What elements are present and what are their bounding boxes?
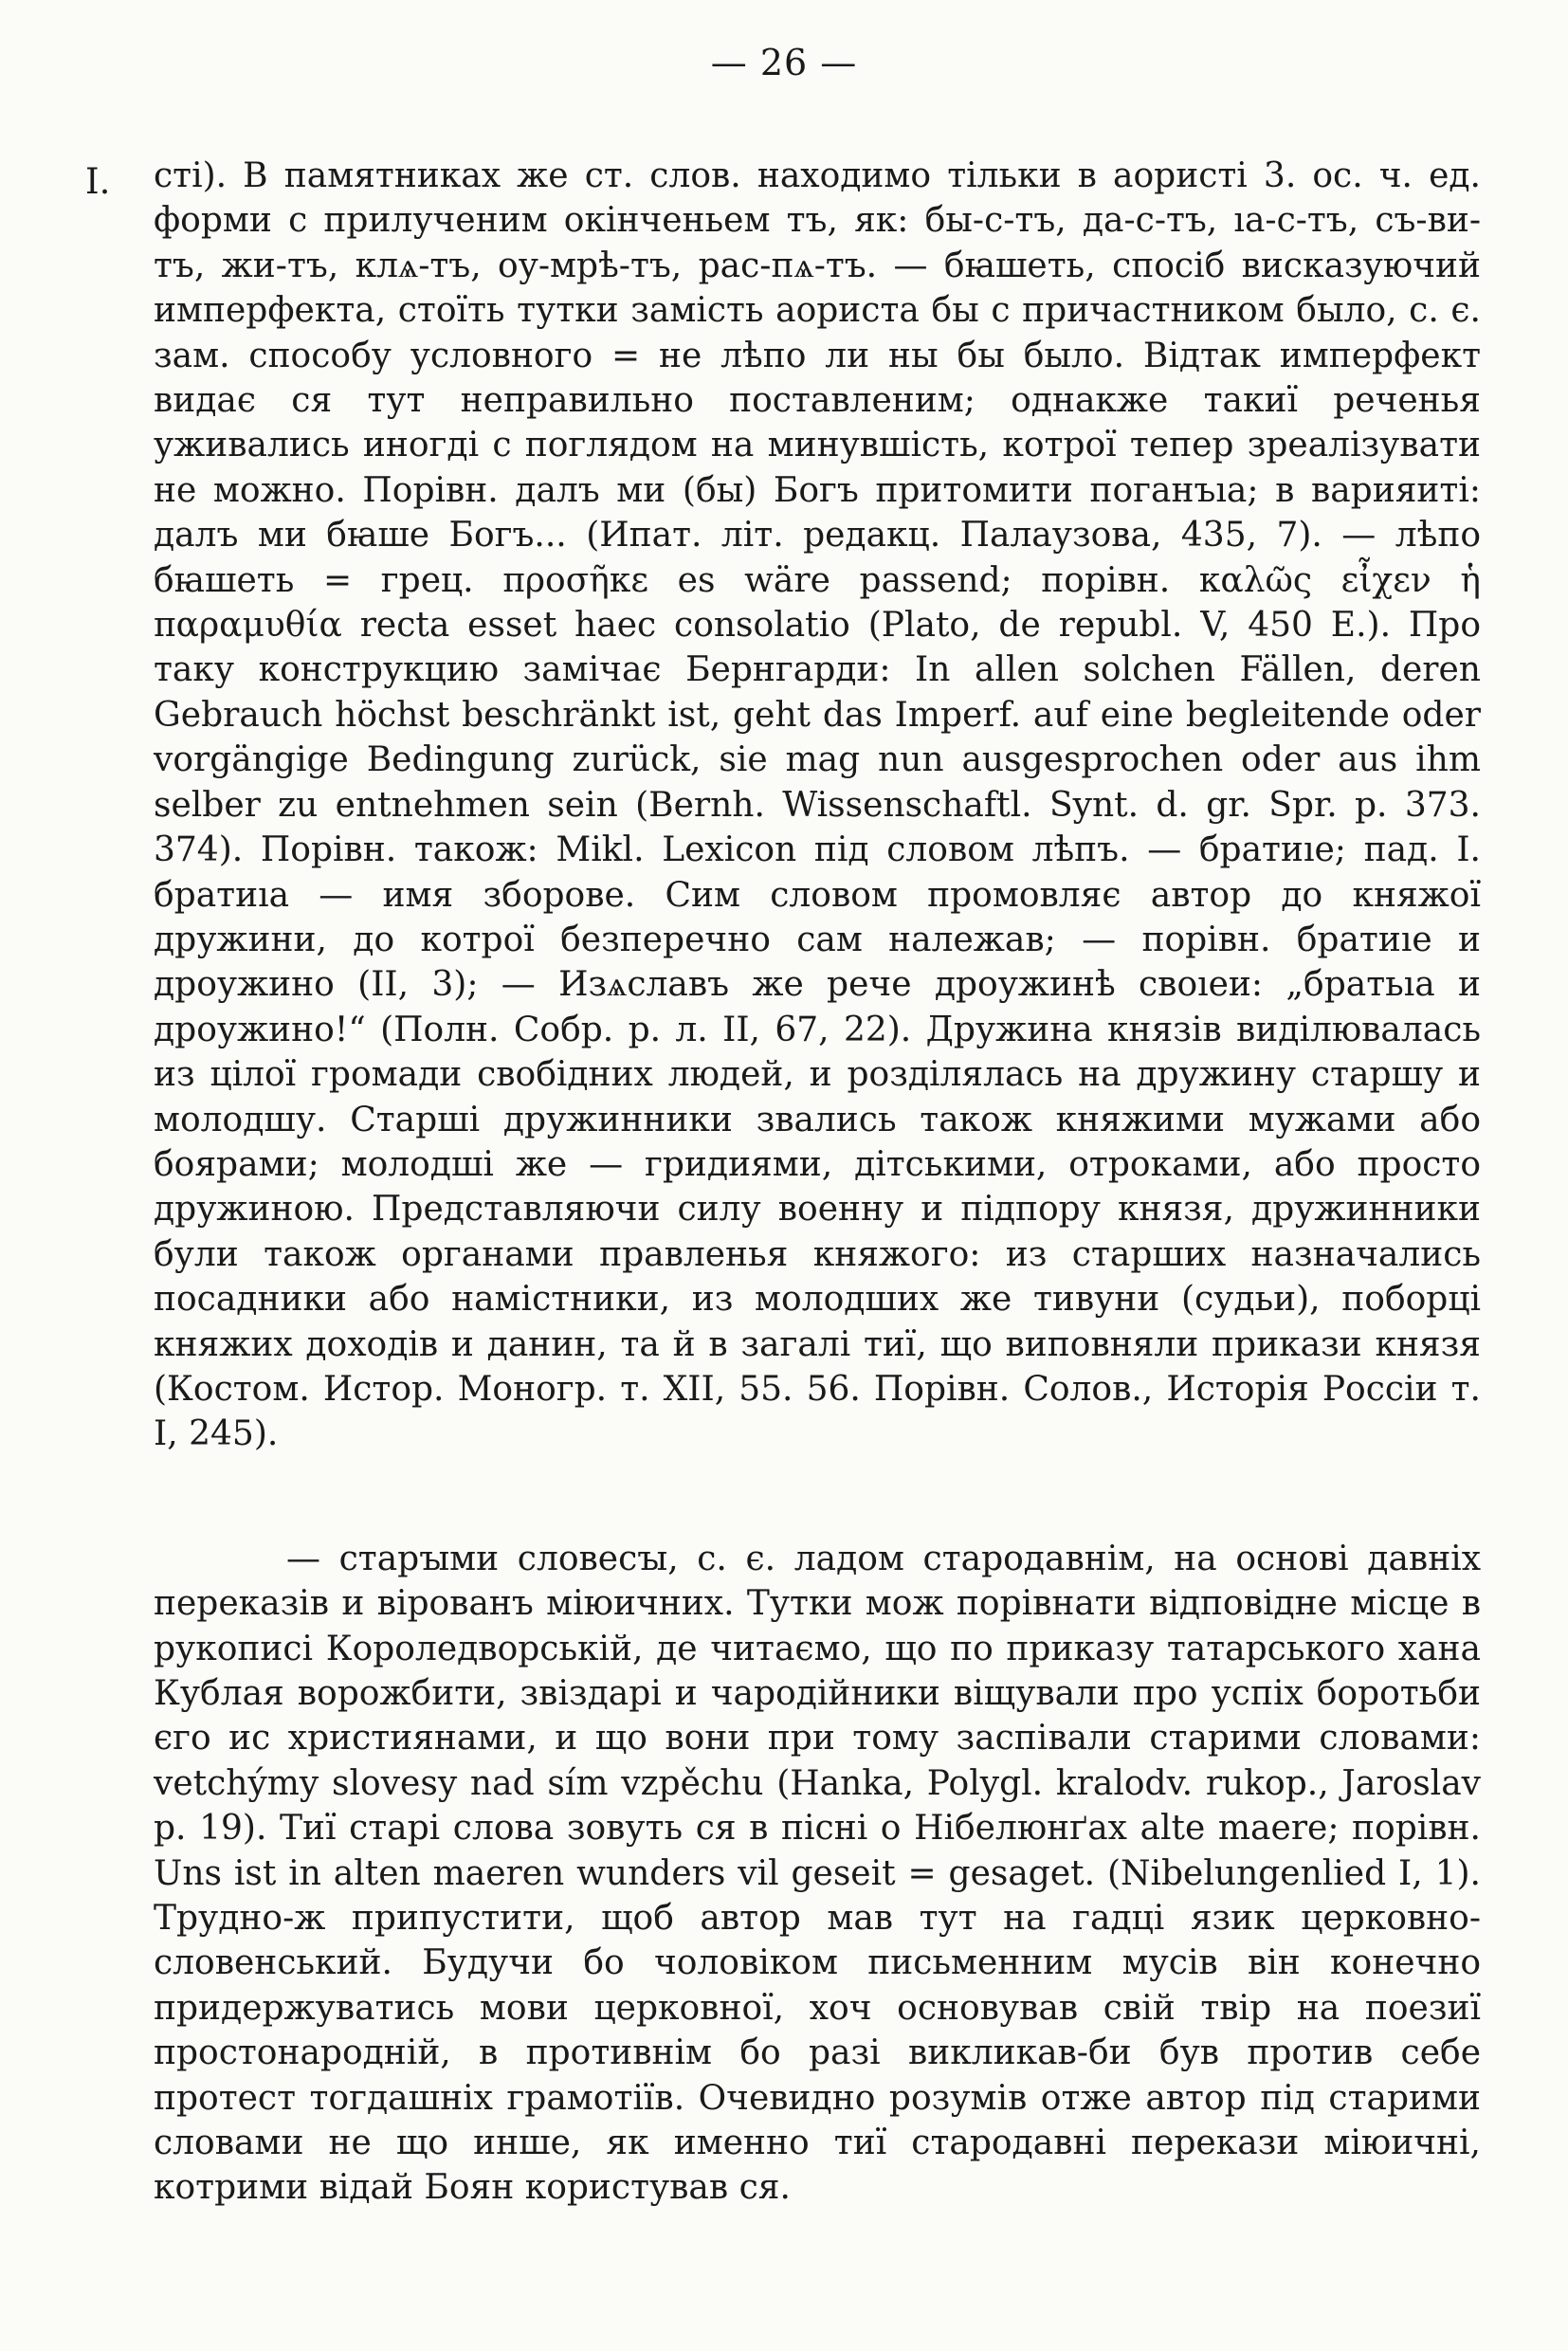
paragraph-commentary-2: — старꙑми словесꙑ, с. є. ладом стародавнім, на основі давніх переказів и вірованъ міюичних. Тутки мож порівнати відповідне місце в рукописі Короледворській, де читаємо, що по приказу татарського хана Кублая ворожбити, звіздарі и чародійники віщували про успіх боротьби єго ис християнами, и що вони при тому заспівали старими словами: vetchýmy slovesy nad sím vzpěchu (Hanka, Polygl. kralodv. rukop., Jaroslav p. 19). Тиї старі слова зовуть ся в пісні о Нібелюнґах alte maere; порівн. Uns ist in alten maeren wunders vil geseit = gesaget. (Nibelungenlied I, 1). Трудно-ж припустити, щоб автор мав тут на гадці язик церковно-словенський. Будучи бо чоловіком письменним мусів він конечно придержуватись мови церковної, хоч основував свій твір на поезиї простонародній, в противнім бо разі викликав-би був против себе протест тогдашніх грамотіїв. Очевидно розумів отже автор під старими словами не що инше, як именно тиї стародавні перекази міюичні, котрими відай Боян користував ся. bbox=[154, 1539, 1481, 2208]
page-body bbox=[154, 154, 1481, 2211]
page-number: — 26 — bbox=[710, 42, 858, 83]
section-marker: I. bbox=[85, 161, 111, 202]
paragraph-commentary-1: сті). В памятниках же ст. слов. находимо тільки в аористі 3. ос. ч. ед. форми с прилученим окінченьем тъ, як: бы-с-тъ, да-с-тъ, ıа-с-тъ, съ-ви-тъ, жи-тъ, клѧ-тъ, оу-мрѣ-тъ, рас-пѧ-тъ. — бꙗшеть, спосіб висказуючий имперфекта, стоїть тутки замість аориста бы с причастником было, с. є. зам. способу условного = не лѣпо ли ны бы было. Відтак имперфект видає ся тут неправильно поставленим; однакже такиї реченья уживались иногді с поглядом на минувшість, котрої тепер зреалізувати не можно. Порівн. далъ ми (бы) Богъ притомити поганъıа; в варияиті: далъ ми бꙗше Богъ... (Ипат. літ. редакц. Палаузова, 435, 7). — лѣпо бꙗшеть = грец. προσῆκε es wäre passend; порівн. καλῶς εἶχεν ἡ παραμυθία recta esset haec consolatio (Plato, de republ. V, 450 E.). Про таку конструкцию замічає Бернгарди: In allen solchen Fällen, deren Gebrauch höchst beschränkt ist, geht das Imperf. auf eine begleitende oder vorgängige Bedingung zurück, sie mag nun ausgesprochen oder aus ihm selber zu entnehmen sein (Bernh. Wissenschaftl. Synt. d. gr. Spr. p. 373. 374). Порівн. також: Mikl. Lexicon під словом лѣпъ. — братиıе; пад. І. братиıа — имя зборове. Сим словом промовляє автор до княжої дружини, до котрої безперечно сам належав; — порівн. братиıе и дроужино (II, 3); — Изѧславъ же рече дроужинѣ своıеи: „братьıа и дроужино!“ (Полн. Собр. р. л. II, 67, 22). Дружина князів виділювалась из цілої громади свобідних людей, и розділялась на дружину старшу и молодшу. Старші дружинники звались також княжими мужами або боярами; молодші же — гридиями, дітськими, отроками, або просто дружиною. Представляючи силу военну и підпору князя, дружинники були також органами правленья княжого: из старших назначались посадники або намістники, из молодших же тивуни (судьи), поборці княжих доходів и данин, та й в загалі тиї, що виповняли прикази князя (Костом. Истор. Моногр. т. XII, 55. 56. Порівн. Солов., Исторія Россіи т. I, 245). bbox=[154, 156, 1481, 1454]
